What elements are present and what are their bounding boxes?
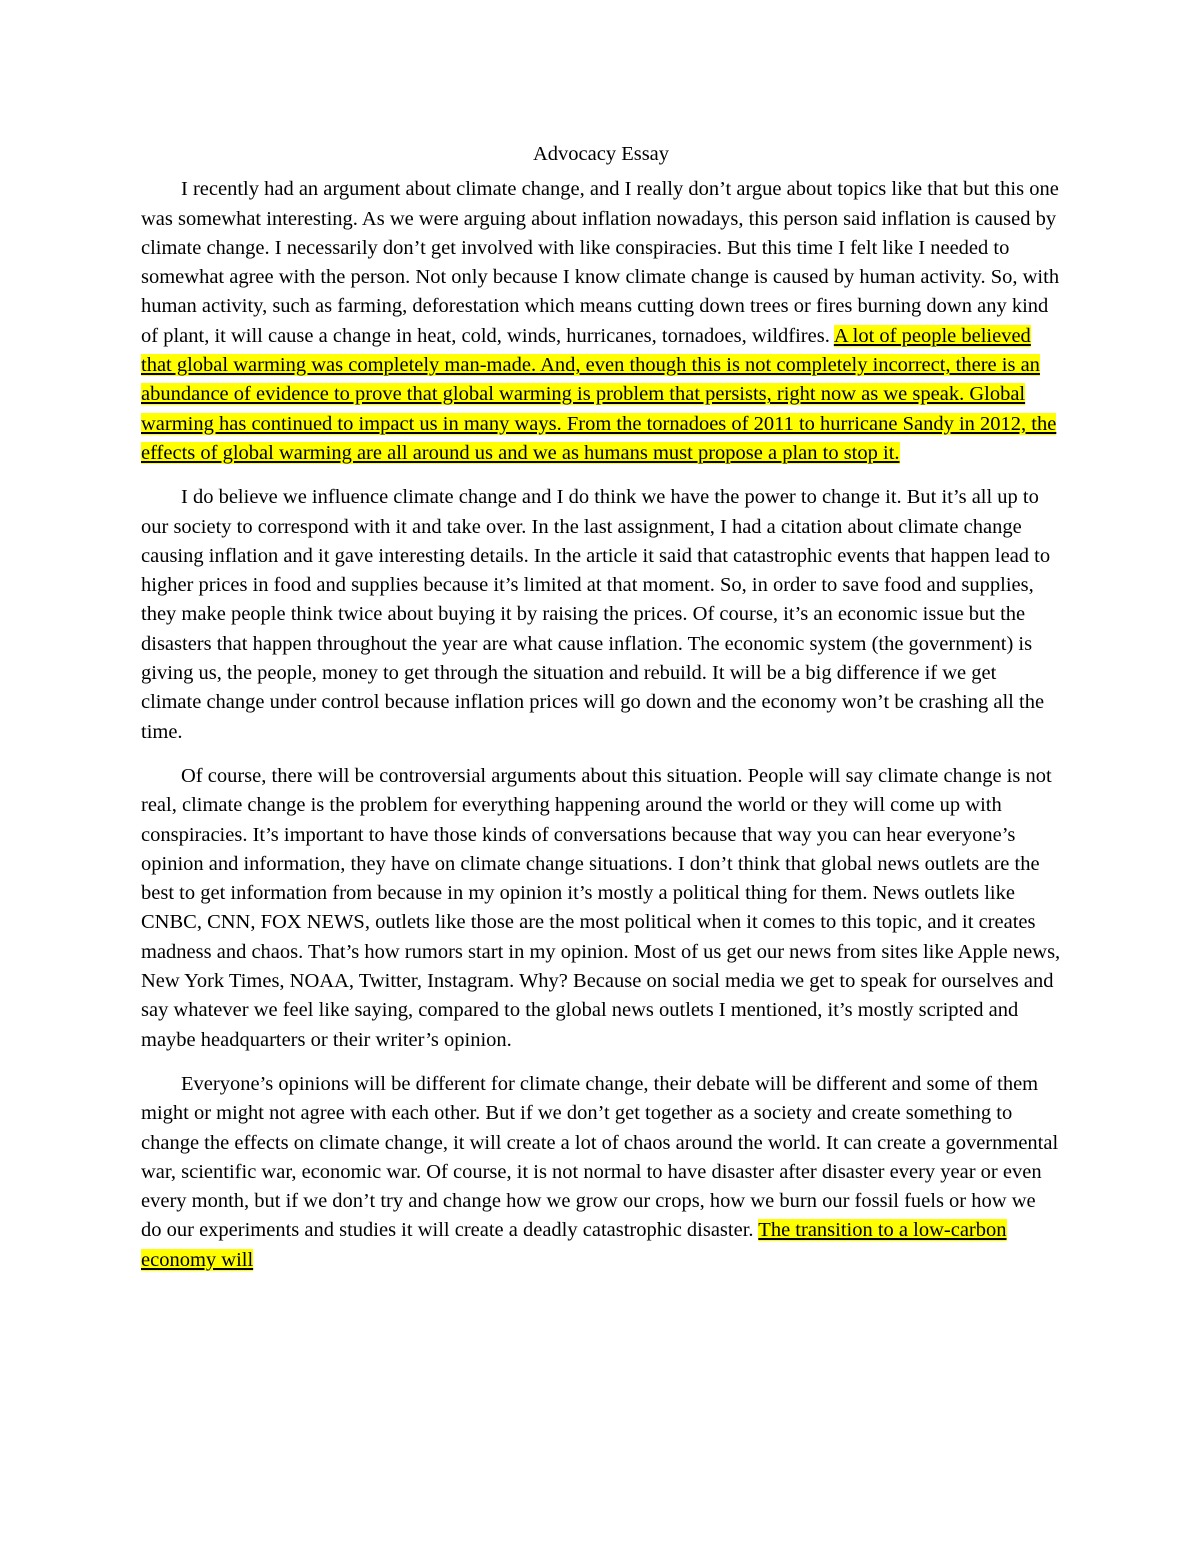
- paragraph-text: Everyone’s opinions will be different for climate change, their debate will be different and some of them might or might not agree with each other. But if we don’t get together as a society and create something to change the effects on climate change, it will create a lot of chaos around the world. It can create a governmental war, scientific war, economic war. Of course, it is not normal to have disaster after disaster every year or even every month, but if we don’t try and change how we grow our crops, how we burn our fossil fuels or how we do our experiments and studies it will create a deadly catastrophic disaster.: [141, 1072, 1059, 1242]
- paragraph-text: Of course, there will be controversial arguments about this situation. People will say climate change is not real, climate change is the problem for everything happening around the world or they will come up with conspiracies. It’s important to have those kinds of conversations because that way you can hear everyone’s opinion and information, they have on climate change situations. I don’t think that global news outlets are the best to get information from because in my opinion it’s mostly a political thing for them. News outlets like CNBC, CNN, FOX NEWS, outlets like those are the most political when it comes to this topic, and it creates madness and chaos. That’s how rumors start in my opinion. Most of us get our news from sites like Apple news, New York Times, NOAA, Twitter, Instagram. Why? Because on social media we get to speak for ourselves and say whatever we feel like saying, compared to the global news outlets I mentioned, it’s mostly scripted and maybe headquarters or their writer’s opinion.: [141, 764, 1061, 1051]
- paragraph-4: [141, 1070, 1061, 1275]
- highlighted-text: The transition to a low-carbon economy will: [141, 1219, 1007, 1271]
- paragraph-2: [141, 483, 1061, 747]
- highlighted-text: A lot of people believed that global warming was completely man-made. And, even though this is not completely incorrect, there is an abundance of evidence to prove that global warming is problem that persists, right now as we speak. Global warming has continued to impact us in many ways. From the tornadoes of 2011 to hurricane Sandy in 2012, the effects of global warming are all around us and we as humans must propose a plan to stop it.: [141, 324, 1057, 464]
- paragraph-text: I recently had an argument about climate change, and I really don’t argue about topics like that but this one was somewhat interesting. As we were arguing about inflation nowadays, this person said inflation is caused by climate change. I necessarily don’t get involved with like conspiracies. But this time I felt like I needed to somewhat agree with the person. Not only because I know climate change is caused by human activity. So, with human activity, such as farming, deforestation which means cutting down trees or fires burning down any kind of plant, it will cause a change in heat, cold, winds, hurricanes, tornadoes, wildfires.: [141, 178, 1060, 347]
- document-body: [141, 140, 1061, 1290]
- paragraph-text: I do believe we influence climate change and I do think we have the power to change it. But it’s all up to our society to correspond with it and take over. In the last assignment, I had a citation about climate change causing inflation and it gave interesting details. In the article it said that catastrophic events that happen lead to higher prices in food and supplies because it’s limited at that moment. So, in order to save food and supplies, they make people think twice about buying it by raising the prices. Of course, it’s an economic issue but the disasters that happen throughout the year are what cause inflation. The economic system (the government) is giving us, the people, money to get through the situation and rebuild. It will be a big difference if we get climate change under control because inflation prices will go down and the economy won’t be crashing all the time.: [141, 486, 1051, 743]
- document-title: Advocacy Essay: [532, 143, 670, 165]
- paragraph-3: [141, 762, 1061, 1055]
- paragraph-1: [141, 175, 1061, 468]
